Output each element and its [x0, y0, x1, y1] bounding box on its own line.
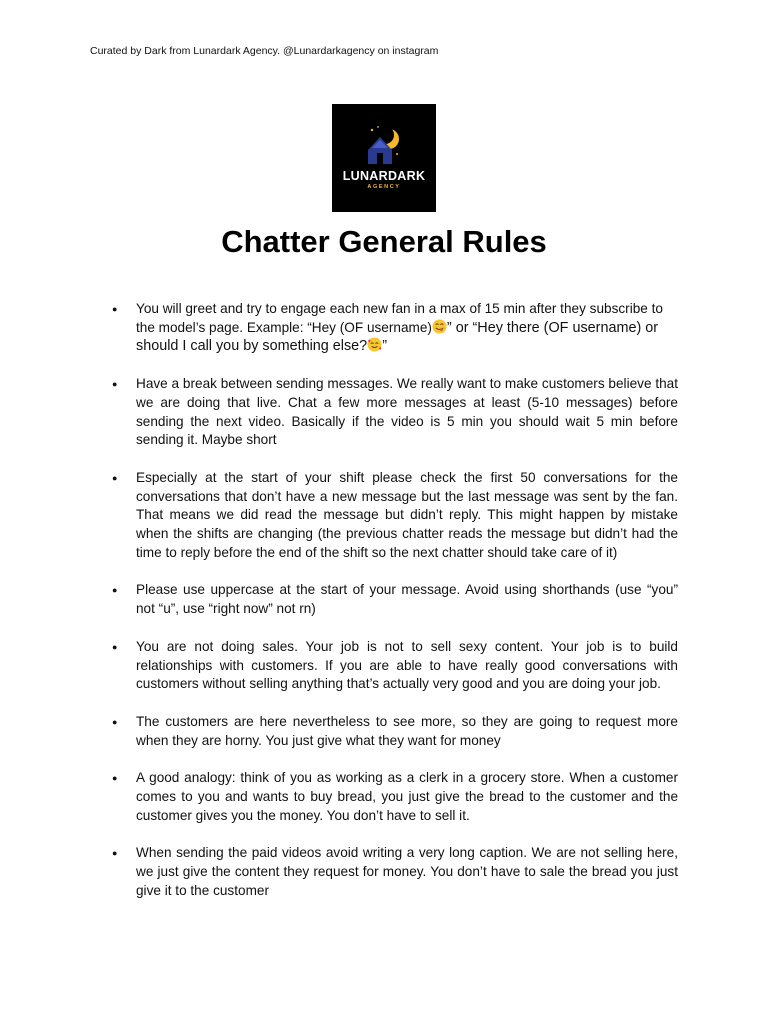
rule-1-line-1: ● You will greet and try to engage each new fan in a max of 15 min after they subscribe to [136, 301, 663, 316]
rule-item: ● A good analogy: think of you as working as a clerk in a grocery store. When a customer comes to you and wants to buy bread, you just give the bread to the customer and the customer gives you the money. You don’t have to sell it. [108, 769, 678, 825]
agency-logo [332, 104, 436, 212]
rule-1-line-3: should I call you by something else? [136, 338, 368, 355]
rule-1-line-2a: the model’s page. Example: “Hey (OF username) [136, 319, 432, 335]
rule-item: ● Especially at the start of your shift please check the first 50 conversations for the conversations that don’t have a new message but the last message was sent by the fan. That means we did read the message but didn’t reply. This might happen by mistake when the shifts are changing (the previous chatter reads the message but didn’t had the time to reply before the end of the shift so the next chatter should take care of it) [108, 469, 678, 563]
page-title: Chatter General Rules [221, 224, 547, 259]
rules-list [108, 300, 678, 920]
rule-item: ● When sending the paid videos avoid writing a very long caption. We are not selling here, we just give the content they request for money. You don’t have to sale the bread you just give it to the customer [108, 844, 678, 900]
header-note: Curated by Dark from Lunardark Agency. @Lunardarkagency on instagram [90, 45, 439, 57]
rule-item: ● The customers are here nevertheless to see more, so they are going to request more when they are horny. You just give what they want for money [108, 713, 678, 750]
face-savoring-food-icon [432, 319, 447, 334]
smiling-face-with-hearts-icon [367, 337, 382, 352]
logo-wordmark: LUNARDARK [342, 169, 426, 183]
rule-item: ● You are not doing sales. Your job is not to sell sexy content. Your job is to build relationships with customers. If you are able to have really good conversations with customers without selling anything that’s actually very good and you are doing your job. [108, 638, 678, 694]
rule-1-quote: ” [382, 338, 387, 355]
rule-item: ● Please use uppercase at the start of your message. Avoid using shorthands (use “you” not “u”, use “right now” not rn) [108, 581, 678, 618]
rule-item: ● Have a break between sending messages. We really want to make customers believe that we are doing that live. Chat a few more messages at least (5-10 messages) before sending the next video. Basically if the video is 5 min you should wait 5 min before sending it. Maybe short [108, 375, 678, 450]
rule-1-line-2b: ” or “Hey there (OF username) or [446, 319, 659, 336]
logo-subtitle: AGENCY [367, 184, 401, 190]
moon-house-icon [362, 124, 406, 168]
rule-item [108, 300, 678, 356]
